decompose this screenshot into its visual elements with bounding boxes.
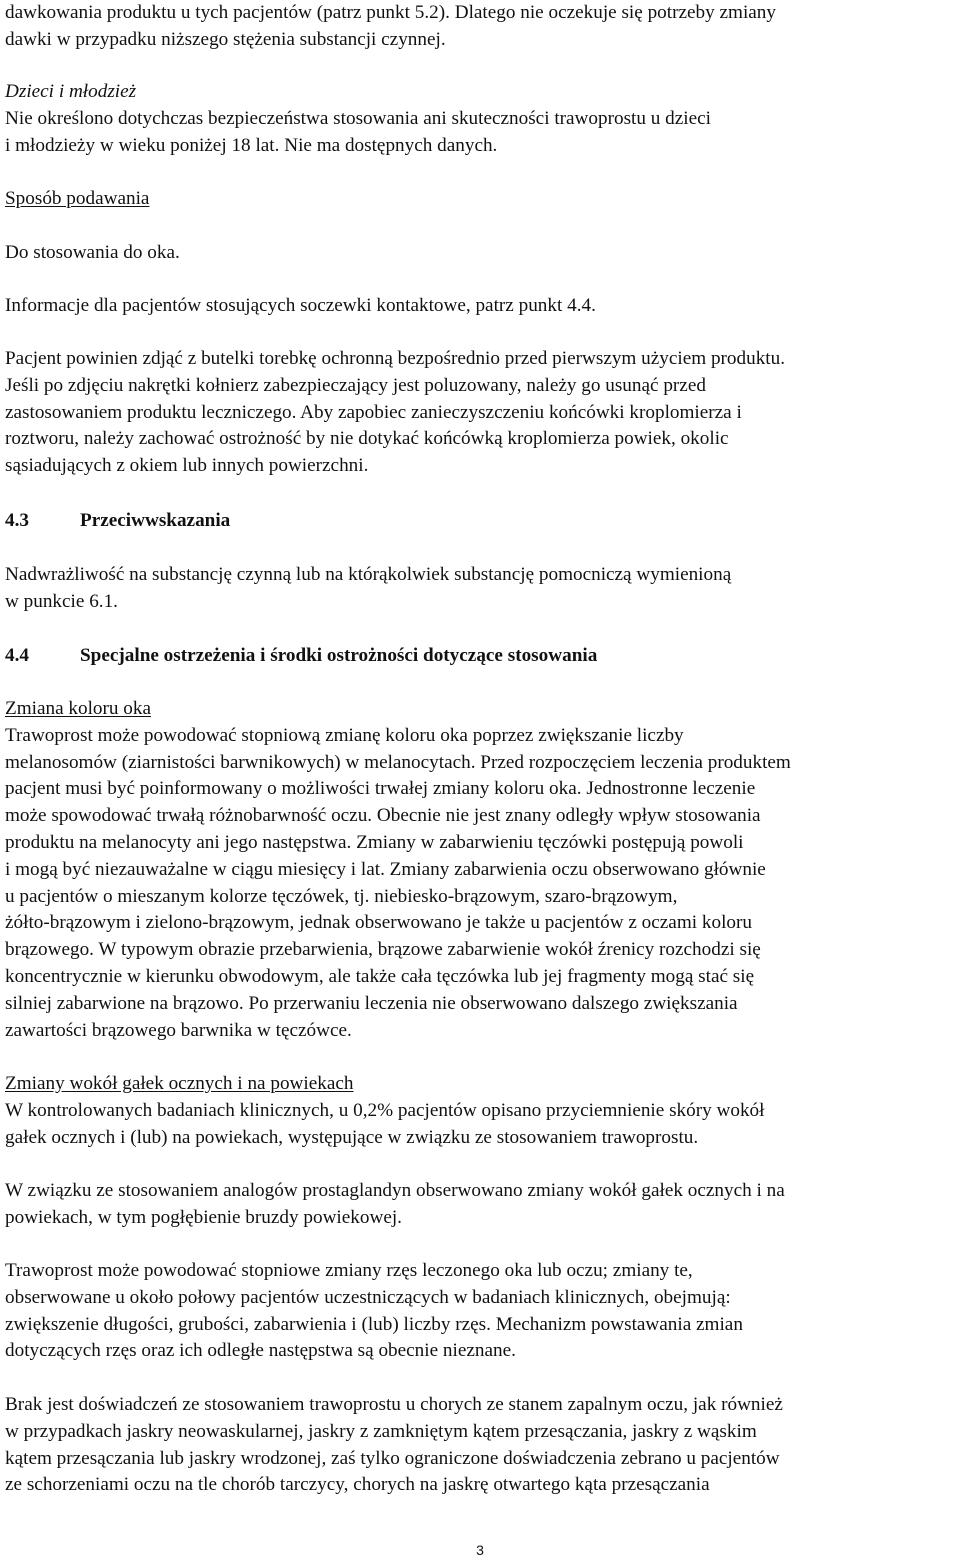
text-line: ze schorzeniami oczu na tle chorób tarczycy, chorych na jaskrę otwartego kąta przesączania	[5, 1474, 710, 1496]
text-line: w punkcie 6.1.	[5, 590, 118, 612]
text-line: Do stosowania do oka.	[5, 242, 180, 263]
text-line: melanosomów (ziarnistości barwnikowych) w melanocytach. Przed rozpoczęciem leczenia produktem	[5, 751, 791, 773]
section-title: Przeciwwskazania	[80, 510, 231, 531]
section-number: 4.4	[5, 645, 29, 666]
prostaglandin-paragraph	[5, 1178, 785, 1232]
administration-title-block	[5, 186, 149, 213]
page-number: 3	[476, 1542, 484, 1558]
text-line: produktu na melanocyty ani jego następstwa. Zmiany w zabarwieniu tęczówki postępują powoli	[5, 831, 744, 853]
text-line: W kontrolowanych badaniach klinicznych, u 0,2% pacjentów opisano przyciemnienie skóry wokół	[5, 1099, 765, 1121]
text-line: dotyczących rzęs oraz ich odległe następstwa są obecnie nieznane.	[5, 1340, 516, 1362]
text-line: może spowodować trwałą różnobarwność oczu. Obecnie nie jest znany odległy wpływ stosowania	[5, 805, 761, 827]
text-line: Nie określono dotychczas bezpieczeństwa stosowania ani skuteczności trawoprostu u dzieci	[5, 107, 711, 129]
text-line: kątem przesączania lub jaskry wrodzonej, zaś tylko ograniczone doświadczenia zebrano u pacjentów	[5, 1447, 780, 1469]
text-line: dawki w przypadku niższego stężenia substancji czynnej.	[5, 28, 446, 50]
text-line: dawkowania produktu u tych pacjentów (patrz punkt 5.2). Dlatego nie oczekuje się potrzeby zmiany	[5, 2, 776, 23]
text-line: roztworu, należy zachować ostrożność by nie dotykać końcówką kroplomierza powiek, okolic	[5, 428, 729, 450]
periorbital-section	[5, 1071, 764, 1151]
contraindications-paragraph	[5, 562, 731, 616]
text-line: Informacje dla pacjentów stosujących soczewki kontaktowe, patrz punkt 4.4.	[5, 295, 596, 316]
text-line: zastosowaniem produktu leczniczego. Aby zapobiec zanieczyszczeniu końcówki kroplomierza i	[5, 401, 742, 423]
section-4-3-heading	[5, 508, 230, 535]
text-line: brązowego. W typowym obrazie przebarwienia, brązowe zabarwienie wokół źrenicy rozchodzi się	[5, 939, 761, 961]
text-line: zawartości brązowego barwnika w tęczówce.	[5, 1019, 352, 1041]
text-line: w przypadkach jaskry neowaskularnej, jaskry z zamkniętym kątem przesączania, jaskry z wąskim	[5, 1420, 757, 1442]
text-line: gałek ocznych i (lub) na powiekach, występujące w związku ze stosowaniem trawoprostu.	[5, 1126, 699, 1148]
children-section-title: Dzieci i młodzież	[5, 81, 137, 102]
text-line: Trawoprost może powodować stopniowe zmiany rzęs leczonego oka lub oczu; zmiany te,	[5, 1260, 693, 1281]
administration-paragraph	[5, 346, 785, 480]
text-line: koncentrycznie w kierunku obwodowym, ale także cała tęczówka lub jej fragmenty mogą stać się	[5, 965, 755, 987]
text-line: żółto-brązowym i zielono-brązowym, jednak obserwowano je także u pacjentów z oczami koloru	[5, 912, 752, 934]
text-line: Nadwrażliwość na substancję czynną lub na którąkolwiek substancję pomocniczą wymienioną	[5, 564, 732, 585]
text-line: Jeśli po zdjęciu nakrętki kołnierz zabezpieczający jest poluzowany, należy go usunąć przed	[5, 374, 706, 396]
contact-lenses-note	[5, 293, 596, 320]
text-line: W związku ze stosowaniem analogów prostaglandyn obserwowano zmiany wokół gałek ocznych i na	[5, 1180, 785, 1201]
text-line: sąsiadujących z okiem lub innych powierzchni.	[5, 455, 369, 477]
text-line: u pacjentów o mieszanym kolorze tęczówek, tj. niebiesko-brązowym, szaro-brązowym,	[5, 885, 678, 907]
text-line: zwiększenie długości, grubości, zabarwienia i (lub) liczby rzęs. Mechanizm powstawania zmian	[5, 1313, 743, 1335]
administration-route	[5, 240, 180, 267]
text-line: silniej zabarwione na brązowo. Po przerwaniu leczenia nie obserwowano dalszego zwiększania	[5, 992, 738, 1014]
text-line: Pacjent powinien zdjąć z butelki torebkę ochronną bezpośrednio przed pierwszym użyciem produktu.	[5, 348, 786, 369]
text-line: i młodzieży w wieku poniżej 18 lat. Nie ma dostępnych danych.	[5, 134, 498, 156]
section-number: 4.3	[5, 510, 29, 531]
section-4-4-heading	[5, 643, 597, 670]
children-section	[5, 79, 711, 159]
text-line: Brak jest doświadczeń ze stosowaniem trawoprostu u chorych ze stanem zapalnym oczu, jak również	[5, 1394, 783, 1415]
periorbital-section-title: Zmiany wokół gałek ocznych i na powiekach	[5, 1073, 354, 1094]
eyelash-paragraph	[5, 1258, 743, 1365]
intro-paragraph	[5, 0, 776, 54]
eye-color-section	[5, 696, 791, 1044]
administration-section-title: Sposób podawania	[5, 188, 150, 209]
text-line: obserwowane u około połowy pacjentów uczestniczących w badaniach klinicznych, obejmują:	[5, 1286, 731, 1308]
text-line: powiekach, w tym pogłębienie bruzdy powiekowej.	[5, 1206, 402, 1228]
text-line: Trawoprost może powodować stopniową zmianę koloru oka poprzez zwiększanie liczby	[5, 724, 684, 746]
section-title: Specjalne ostrzeżenia i środki ostrożności dotyczące stosowania	[80, 645, 598, 666]
text-line: pacjent musi być poinformowany o możliwości trwałej zmiany koloru oka. Jednostronne leczenie	[5, 778, 756, 800]
text-line: i mogą być niezauważalne w ciągu miesięcy i lat. Zmiany zabarwienia oczu obserwowano głównie	[5, 858, 766, 880]
limited-experience-paragraph	[5, 1392, 783, 1499]
eye-color-section-title: Zmiana koloru oka	[5, 698, 151, 719]
